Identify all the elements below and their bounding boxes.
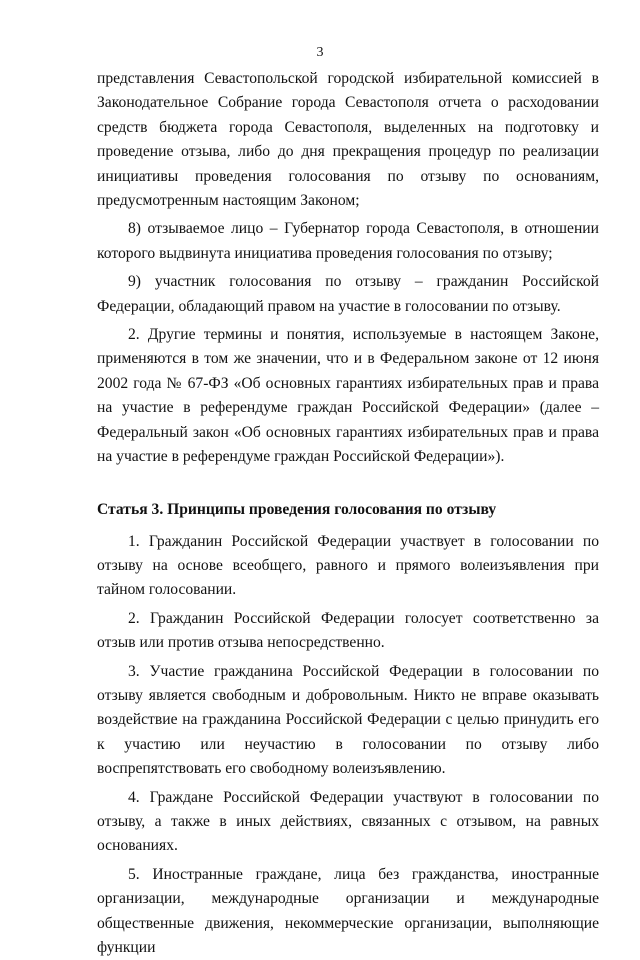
list-item-8: 8) отзываемое лицо – Губернатор города Севастополя, в отношении которого выдвинута инициатива проведения голосования по отзыву; [97,220,599,262]
article-paragraph-5: 5. Иностранные граждане, лица без гражданства, иностранные организации, международные организации и международные общественные движения, некоммерческие организации, выполняющие функции [97,865,599,956]
paragraph-continuation: представления Севастопольской городской избирательной комиссией в Законодательное Собрание города Севастополя отчета о расходовании средств бюджета города Севастополя, выделенных на подготовку и проведение отзыва, либо до дня прекращения процедур по реализации инициативы проведения голосования по отзыву по основаниям, предусмотренным настоящим Законом; [97,70,599,210]
article-paragraph-1: 1. Гражданин Российской Федерации участвует в голосовании по отзыву на основе всеобщего, равного и прямого волеизъявления при тайном голосовании. [97,532,599,599]
page-number: 3 [316,45,324,60]
list-item-9: 9) участник голосования по отзыву – гражданин Российской Федерации, обладающий правом на участие в голосовании по отзыву. [97,273,599,315]
paragraph-2: 2. Другие термины и понятия, используемые в настоящем Законе, применяются в том же значении, что и в Федеральном законе от 12 июня 2002 года № 67-ФЗ «Об основных гарантиях избирательных прав и права на участие в референдуме граждан Российской Федерации» (далее – Федеральный закон «Об основных гарантиях избирательных прав и права на участие в референдуме граждан Российской Федерации»). [97,326,599,466]
article-heading: Статья 3. Принципы проведения голосования по отзыву [97,500,497,518]
document-body [97,67,599,960]
article-paragraph-2: 2. Гражданин Российской Федерации голосует соответственно за отзыв или против отзыва непосредственно. [97,609,599,652]
article-paragraph-4: 4. Граждане Российской Федерации участвуют в голосовании по отзыву, а также в иных действиях, связанных с отзывом, на равных основаниях. [97,788,599,855]
article-paragraph-3: 3. Участие гражданина Российской Федерации в голосовании по отзыву является свободным и добровольным. Никто не вправе оказывать воздействие на гражданина Российской Федерации с целью принудить его к участию или неучастию в голосовании по отзыву либо воспрепятствовать его свободному волеизъявлению. [97,662,599,778]
